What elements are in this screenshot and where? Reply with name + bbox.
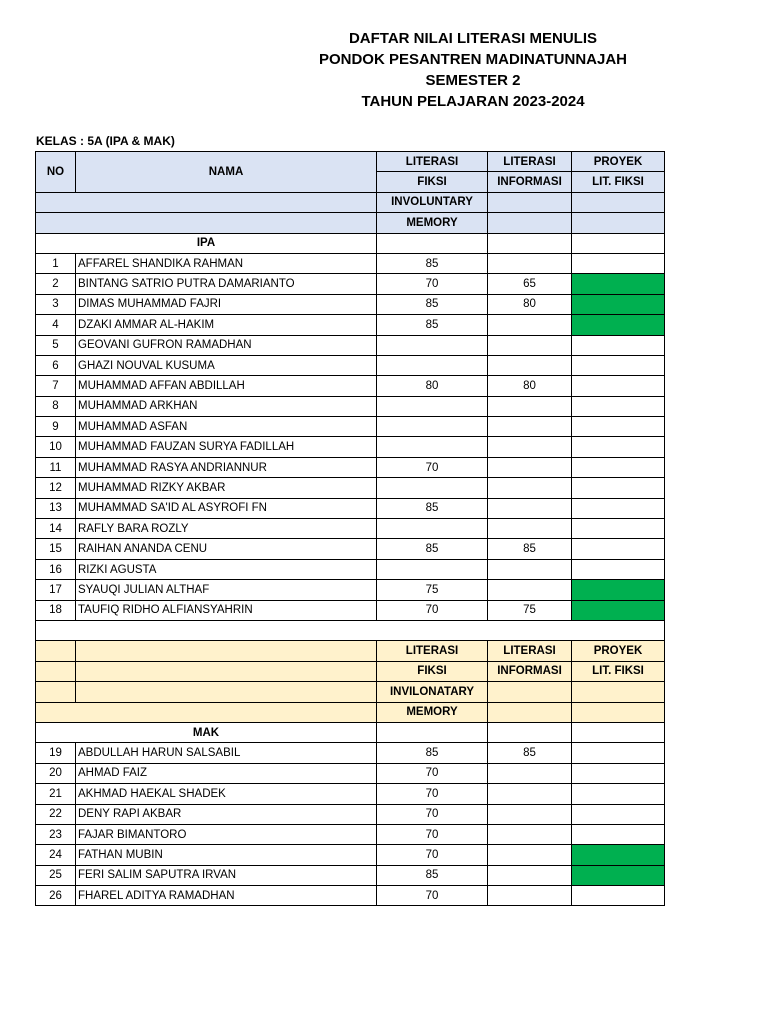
row-number: 1 [36, 253, 76, 273]
score-lit-fiksi [377, 335, 488, 355]
involuntary-header-1: INVOLUNTARY [377, 192, 488, 212]
proyek-status [572, 824, 665, 844]
student-name: FERI SALIM SAPUTRA IRVAN [76, 865, 377, 885]
proyek-status [572, 600, 665, 620]
student-name: TAUFIQ RIDHO ALFIANSYAHRIN [76, 600, 377, 620]
empty-cell [572, 722, 665, 742]
score-lit-fiksi: 85 [377, 498, 488, 518]
proyek-status [572, 519, 665, 539]
row-number: 22 [36, 804, 76, 824]
proyek-status [572, 845, 665, 865]
student-name: MUHAMMAD RASYA ANDRIANNUR [76, 457, 377, 477]
score-lit-informasi [488, 845, 572, 865]
score-lit-informasi [488, 478, 572, 498]
proyek-status [572, 498, 665, 518]
proyek-status [572, 355, 665, 375]
student-name: AHMAD FAIZ [76, 763, 377, 783]
header-blank [36, 192, 377, 212]
col-info-header-2: INFORMASI [488, 172, 572, 192]
proyek-status [572, 784, 665, 804]
score-lit-informasi: 80 [488, 294, 572, 314]
score-lit-informasi: 75 [488, 600, 572, 620]
table-row [36, 743, 665, 763]
student-name: SYAUQI JULIAN ALTHAF [76, 580, 377, 600]
mak-info-header-1: LITERASI [488, 641, 572, 661]
score-lit-informasi [488, 417, 572, 437]
score-lit-fiksi [377, 355, 488, 375]
score-lit-fiksi: 80 [377, 376, 488, 396]
empty-cell [572, 233, 665, 253]
header-blank [488, 213, 572, 233]
proyek-status [572, 335, 665, 355]
section-label-ipa: IPA [36, 233, 377, 253]
row-number: 13 [36, 498, 76, 518]
col-fiksi-header-1: LITERASI [377, 152, 488, 172]
score-lit-informasi: 80 [488, 376, 572, 396]
col-proyek-header-2: LIT. FIKSI [572, 172, 665, 192]
proyek-status [572, 437, 665, 457]
score-lit-fiksi: 85 [377, 865, 488, 885]
proyek-status [572, 580, 665, 600]
student-name: DENY RAPI AKBAR [76, 804, 377, 824]
row-number: 19 [36, 743, 76, 763]
student-name: BINTANG SATRIO PUTRA DAMARIANTO [76, 274, 377, 294]
header-blank [36, 682, 76, 702]
student-name: FATHAN MUBIN [76, 845, 377, 865]
table-row [36, 437, 665, 457]
class-label: KELAS : 5A (IPA & MAK) [36, 134, 175, 148]
title-line-1: DAFTAR NILAI LITERASI MENULIS [348, 30, 598, 47]
proyek-status [572, 294, 665, 314]
score-lit-informasi [488, 253, 572, 273]
student-name: RIZKI AGUSTA [76, 559, 377, 579]
row-number: 23 [36, 824, 76, 844]
table-row [36, 294, 665, 314]
table-row [36, 478, 665, 498]
student-name: MUHAMMAD ASFAN [76, 417, 377, 437]
proyek-status [572, 457, 665, 477]
table-row [36, 559, 665, 579]
row-number: 26 [36, 886, 76, 906]
table-row [36, 274, 665, 294]
student-name: AFFAREL SHANDIKA RAHMAN [76, 253, 377, 273]
col-no-header: NO [36, 152, 76, 193]
score-lit-informasi [488, 457, 572, 477]
proyek-status [572, 417, 665, 437]
table-row [36, 886, 665, 906]
empty-cell [377, 233, 488, 253]
table-row [36, 763, 665, 783]
document-title [290, 28, 656, 112]
table-row [36, 539, 665, 559]
table-row [36, 824, 665, 844]
table-row [36, 457, 665, 477]
score-lit-fiksi [377, 417, 488, 437]
score-lit-fiksi: 70 [377, 886, 488, 906]
table-row [36, 600, 665, 620]
student-name: GHAZI NOUVAL KUSUMA [76, 355, 377, 375]
row-number: 14 [36, 519, 76, 539]
header-blank [488, 192, 572, 212]
student-name: MUHAMMAD ARKHAN [76, 396, 377, 416]
mak-involuntary-header-1: INVILONATARY [377, 682, 488, 702]
row-number: 11 [36, 457, 76, 477]
header-blank [36, 213, 377, 233]
score-lit-fiksi: 85 [377, 539, 488, 559]
score-lit-fiksi: 70 [377, 763, 488, 783]
score-lit-informasi [488, 784, 572, 804]
row-number: 8 [36, 396, 76, 416]
row-number: 5 [36, 335, 76, 355]
proyek-status [572, 763, 665, 783]
student-name: GEOVANI GUFRON RAMADHAN [76, 335, 377, 355]
row-number: 15 [36, 539, 76, 559]
student-name: DZAKI AMMAR AL-HAKIM [76, 315, 377, 335]
table-row [36, 804, 665, 824]
table-row [36, 355, 665, 375]
row-number: 21 [36, 784, 76, 804]
student-name: MUHAMMAD FAUZAN SURYA FADILLAH [76, 437, 377, 457]
proyek-status [572, 274, 665, 294]
row-number: 16 [36, 559, 76, 579]
row-number: 17 [36, 580, 76, 600]
table-row [36, 845, 665, 865]
header-blank [36, 661, 76, 681]
student-name: MUHAMMAD RIZKY AKBAR [76, 478, 377, 498]
score-lit-informasi [488, 559, 572, 579]
header-blank [76, 661, 377, 681]
header-blank [36, 641, 76, 661]
score-lit-fiksi: 70 [377, 457, 488, 477]
header-blank [36, 702, 377, 722]
title-line-3: SEMESTER 2 [425, 72, 521, 89]
proyek-status [572, 886, 665, 906]
proyek-status [572, 743, 665, 763]
score-lit-fiksi [377, 519, 488, 539]
score-lit-fiksi: 70 [377, 274, 488, 294]
score-lit-fiksi: 85 [377, 294, 488, 314]
row-number: 25 [36, 865, 76, 885]
mak-fiksi-header-1: LITERASI [377, 641, 488, 661]
spacer-row [36, 620, 665, 640]
score-lit-fiksi: 70 [377, 804, 488, 824]
header-blank [76, 641, 377, 661]
score-lit-fiksi [377, 396, 488, 416]
score-lit-informasi [488, 335, 572, 355]
title-line-4: TAHUN PELAJARAN 2023-2024 [361, 93, 585, 110]
score-lit-fiksi: 70 [377, 784, 488, 804]
score-lit-fiksi: 70 [377, 600, 488, 620]
score-lit-informasi [488, 519, 572, 539]
score-lit-informasi [488, 437, 572, 457]
score-lit-fiksi: 85 [377, 315, 488, 335]
score-lit-informasi [488, 315, 572, 335]
score-lit-fiksi: 75 [377, 580, 488, 600]
proyek-status [572, 478, 665, 498]
table-row [36, 376, 665, 396]
score-lit-fiksi: 70 [377, 845, 488, 865]
score-lit-informasi [488, 865, 572, 885]
score-lit-informasi [488, 498, 572, 518]
score-lit-informasi [488, 886, 572, 906]
table-row [36, 784, 665, 804]
score-lit-informasi [488, 396, 572, 416]
proyek-status [572, 253, 665, 273]
row-number: 20 [36, 763, 76, 783]
score-lit-fiksi: 85 [377, 253, 488, 273]
score-lit-fiksi: 85 [377, 743, 488, 763]
header-blank [572, 702, 665, 722]
score-lit-informasi [488, 804, 572, 824]
table-row [36, 519, 665, 539]
table-row [36, 315, 665, 335]
col-info-header-1: LITERASI [488, 152, 572, 172]
involuntary-header-2: MEMORY [377, 213, 488, 233]
score-lit-informasi: 65 [488, 274, 572, 294]
student-name: RAIHAN ANANDA CENU [76, 539, 377, 559]
row-number: 3 [36, 294, 76, 314]
header-blank [76, 682, 377, 702]
table-row [36, 335, 665, 355]
col-fiksi-header-2: FIKSI [377, 172, 488, 192]
grades-table [35, 151, 665, 906]
col-nama-header: NAMA [76, 152, 377, 193]
score-lit-informasi [488, 824, 572, 844]
score-lit-fiksi: 70 [377, 824, 488, 844]
student-name: MUHAMMAD AFFAN ABDILLAH [76, 376, 377, 396]
table-row [36, 396, 665, 416]
student-name: AKHMAD HAEKAL SHADEK [76, 784, 377, 804]
mak-involuntary-header-2: MEMORY [377, 702, 488, 722]
student-name: FHAREL ADITYA RAMADHAN [76, 886, 377, 906]
table-row [36, 580, 665, 600]
row-number: 24 [36, 845, 76, 865]
student-name: RAFLY BARA ROZLY [76, 519, 377, 539]
score-lit-informasi: 85 [488, 539, 572, 559]
proyek-status [572, 396, 665, 416]
section-label-mak: MAK [36, 722, 377, 742]
header-blank [488, 702, 572, 722]
header-blank [488, 682, 572, 702]
score-lit-informasi [488, 580, 572, 600]
proyek-status [572, 804, 665, 824]
student-name: FAJAR BIMANTORO [76, 824, 377, 844]
row-number: 4 [36, 315, 76, 335]
proyek-status [572, 865, 665, 885]
table-row [36, 498, 665, 518]
empty-cell [488, 233, 572, 253]
score-lit-fiksi [377, 437, 488, 457]
proyek-status [572, 315, 665, 335]
proyek-status [572, 539, 665, 559]
mak-info-header-2: INFORMASI [488, 661, 572, 681]
col-proyek-header-1: PROYEK [572, 152, 665, 172]
score-lit-informasi [488, 763, 572, 783]
mak-fiksi-header-2: FIKSI [377, 661, 488, 681]
row-number: 18 [36, 600, 76, 620]
mak-proyek-header-2: LIT. FIKSI [572, 661, 665, 681]
table-row [36, 253, 665, 273]
header-blank [572, 192, 665, 212]
row-number: 12 [36, 478, 76, 498]
table-row [36, 417, 665, 437]
header-blank [572, 682, 665, 702]
proyek-status [572, 559, 665, 579]
mak-proyek-header-1: PROYEK [572, 641, 665, 661]
row-number: 7 [36, 376, 76, 396]
row-number: 9 [36, 417, 76, 437]
score-lit-informasi: 85 [488, 743, 572, 763]
row-number: 6 [36, 355, 76, 375]
student-name: ABDULLAH HARUN SALSABIL [76, 743, 377, 763]
row-number: 2 [36, 274, 76, 294]
empty-cell [377, 722, 488, 742]
row-number: 10 [36, 437, 76, 457]
score-lit-informasi [488, 355, 572, 375]
proyek-status [572, 376, 665, 396]
empty-cell [488, 722, 572, 742]
score-lit-fiksi [377, 478, 488, 498]
student-name: MUHAMMAD SA'ID AL ASYROFI FN [76, 498, 377, 518]
score-lit-fiksi [377, 559, 488, 579]
title-line-2: PONDOK PESANTREN MADINATUNNAJAH [318, 51, 628, 68]
header-blank [572, 213, 665, 233]
table-row [36, 865, 665, 885]
student-name: DIMAS MUHAMMAD FAJRI [76, 294, 377, 314]
